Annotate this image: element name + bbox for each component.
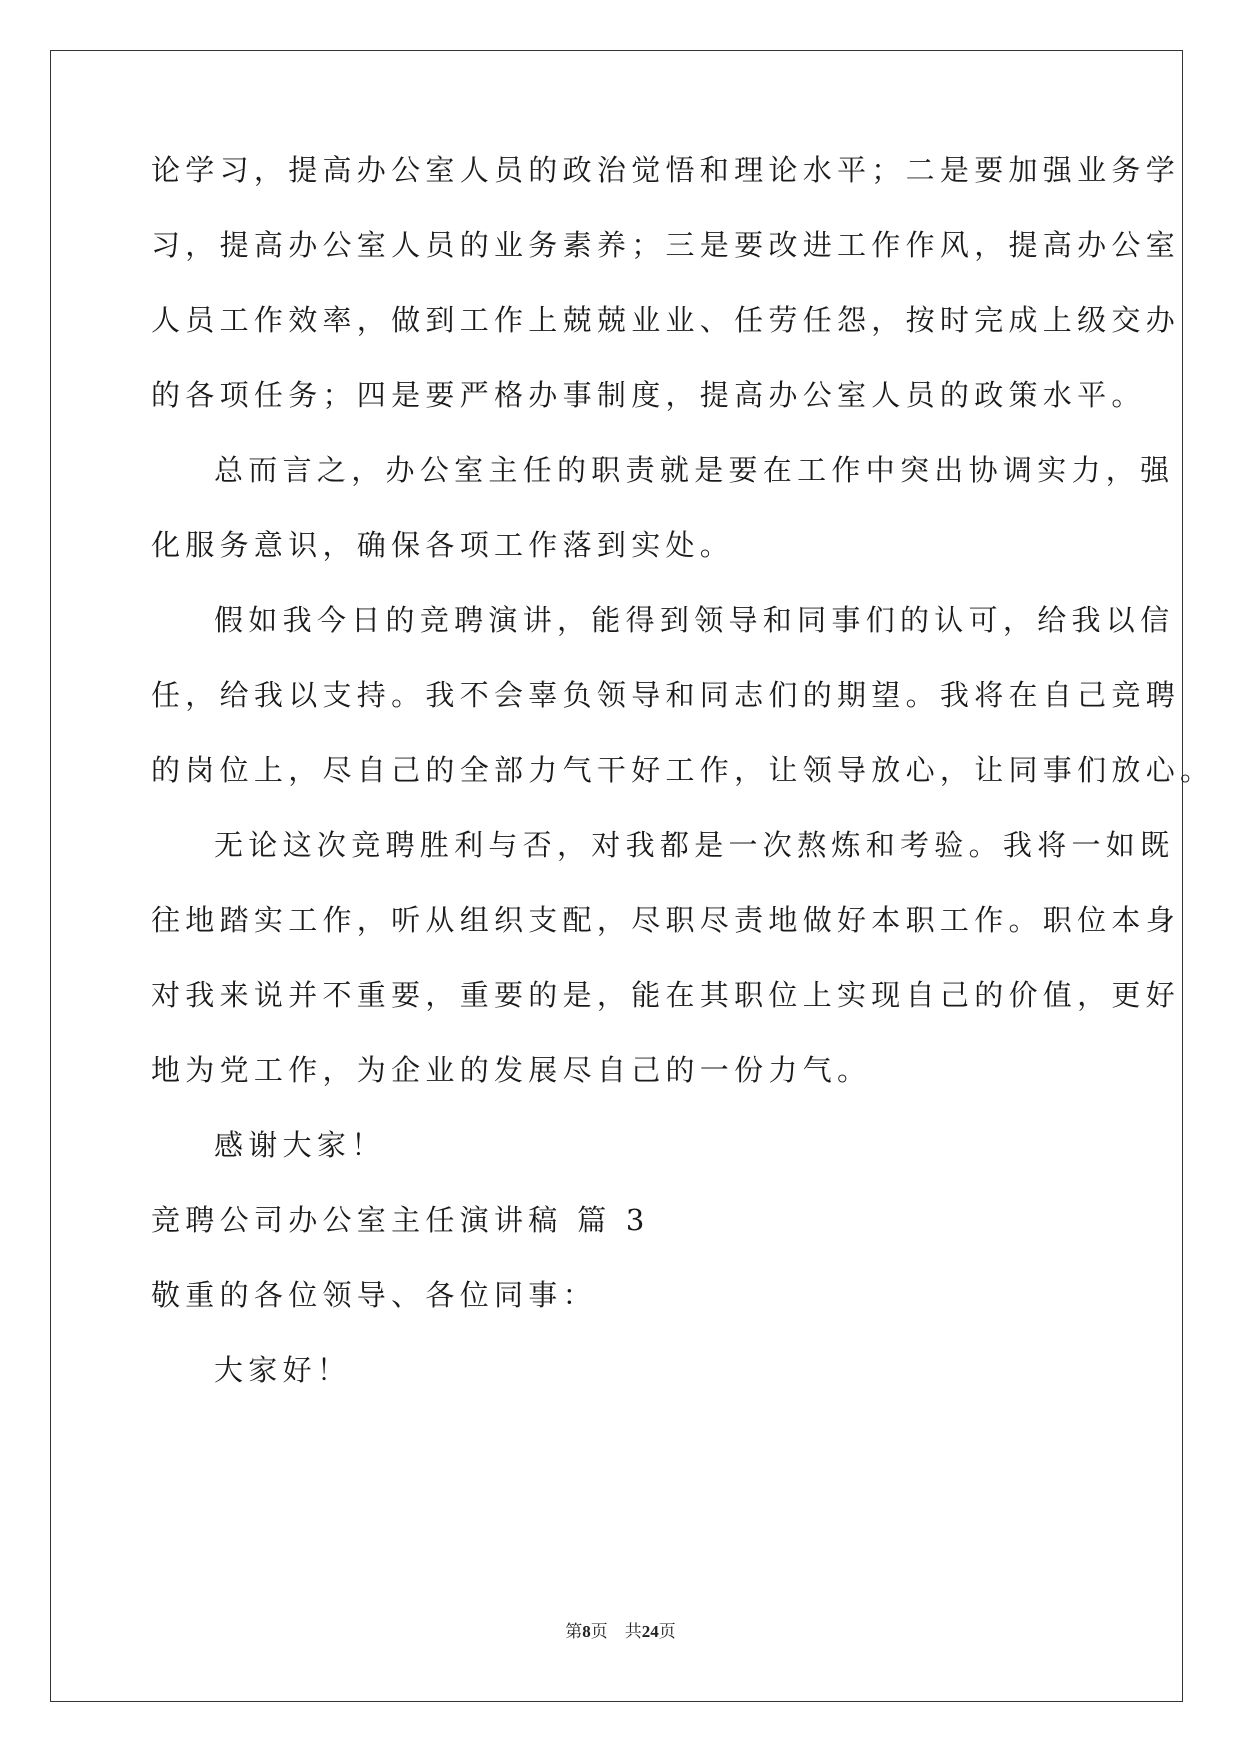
footer-prefix: 第 <box>565 1622 583 1641</box>
body-line: 无论这次竞聘胜利与否，对我都是一次熬炼和考验。我将一如既 <box>214 828 1175 862</box>
footer-page-unit: 页 <box>590 1622 608 1641</box>
page-footer <box>0 1617 1241 1642</box>
salutation: 敬重的各位领导、各位同事： <box>151 1278 597 1312</box>
body-line: 的各项任务；四是要严格办事制度，提高办公室人员的政策水平。 <box>151 378 1146 412</box>
body-line: 任，给我以支持。我不会辜负领导和同志们的期望。我将在自己竞聘 <box>151 678 1181 712</box>
footer-page-number: 8 <box>582 1622 591 1641</box>
footer-total-unit: 页 <box>658 1622 676 1641</box>
body-line: 往地踏实工作，听从组织支配，尽职尽责地做好本职工作。职位本身 <box>151 903 1181 937</box>
body-line: 对我来说并不重要，重要的是，能在其职位上实现自己的价值，更好 <box>151 978 1181 1012</box>
body-line: 地为党工作，为企业的发展尽自己的一份力气。 <box>151 1053 872 1087</box>
body-line: 习，提高办公室人员的业务素养；三是要改进工作作风，提高办公室 <box>151 228 1181 262</box>
page-frame <box>50 50 1183 1702</box>
body-line: 的岗位上，尽自己的全部力气干好工作，让领导放心，让同事们放心。 <box>151 753 1215 787</box>
footer-total-pages: 24 <box>641 1622 659 1641</box>
body-line: 论学习，提高办公室人员的政治觉悟和理论水平；二是要加强业务学 <box>151 153 1181 187</box>
section-heading: 竞聘公司办公室主任演讲稿 篇 3 <box>151 1203 650 1237</box>
body-line: 总而言之，办公室主任的职责就是要在工作中突出协调实力，强 <box>214 453 1175 487</box>
closing-thanks: 感谢大家！ <box>214 1128 386 1162</box>
greeting: 大家好！ <box>214 1353 352 1387</box>
footer-total-prefix: 共 <box>624 1622 642 1641</box>
body-line: 人员工作效率，做到工作上兢兢业业、任劳任怨，按时完成上级交办 <box>151 303 1181 337</box>
body-line: 假如我今日的竞聘演讲，能得到领导和同事们的认可，给我以信 <box>214 603 1175 637</box>
body-line: 化服务意识，确保各项工作落到实处。 <box>151 528 735 562</box>
